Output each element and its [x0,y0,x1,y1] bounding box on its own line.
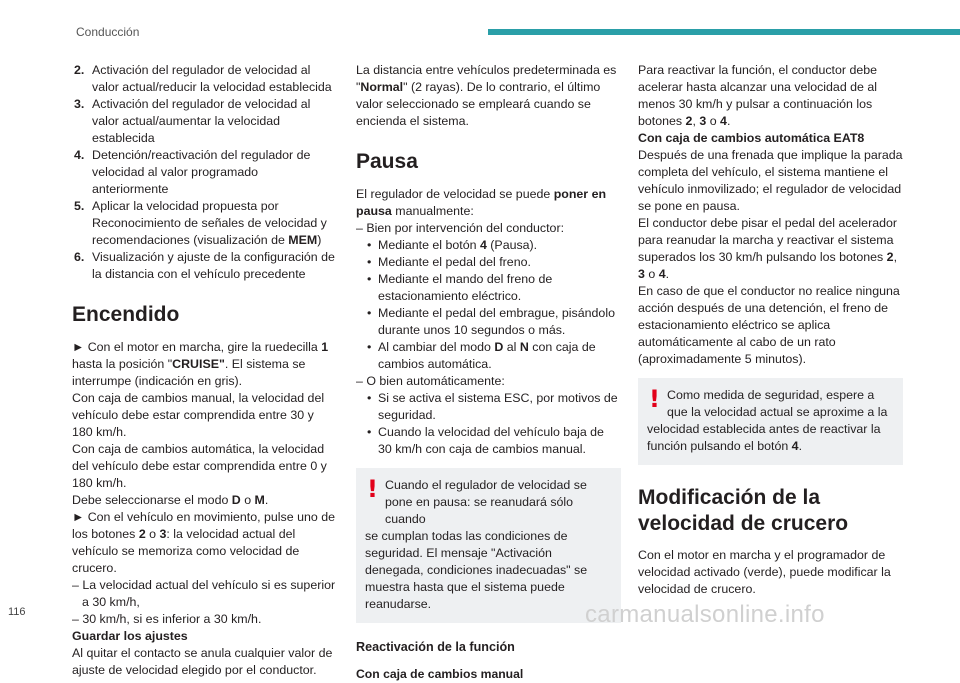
heading-modificacion: Modificación de la velocidad de crucero [638,486,849,535]
bullet-item: • Mediante el mando del freno de estacionamiento eléctrico. [356,271,621,305]
bullet-item: • Mediante el pedal del freno. [356,254,621,271]
paragraph: ► Con el vehículo en movimiento, pulse uno de los botones 2 o 3: la velocidad actual del vehículo se memoriza como velocidad de crucero. [72,510,335,575]
dash-item: – Bien por intervención del conductor: [356,221,565,235]
warning-icon: ! [367,475,378,503]
bullet-item: • Mediante el botón 4 (Pausa). [356,237,621,254]
bullet-item: • Al cambiar del modo D al N con caja de cambios automática. [356,339,621,373]
control-list [72,62,337,283]
bullet-item: • Cuando la velocidad del vehículo baja de 30 km/h con caja de cambios manual. [356,424,621,458]
section-header: Conducción [76,25,140,39]
warning-box: ! Cuando el regulador de velocidad se pone en pausa: se reanudará sólo cuando se cumplan todas las condiciones de seguridad. El mensaje "Activación denegada, condiciones inadecuadas" se muestra hasta que el sistema puede reanudarse. [356,468,621,623]
list-item: 3. Activación del regulador de velocidad al valor actual/aumentar la velocidad establecida [74,97,311,145]
list-item: 4. Detención/reactivación del regulador de velocidad al valor programado anteriormente [74,148,311,196]
heading-pausa: Pausa [356,150,418,173]
bullet-item: • Mediante el pedal del embrague, pisándolo durante unos 10 segundos o más. [356,305,621,339]
paragraph: Con caja de cambios automática, la velocidad del vehículo debe estar comprendida entre 0 y 180 km/h. [72,442,327,490]
heading-reactivacion: Reactivación de la función [356,640,515,654]
paragraph: Al quitar el contacto se anula cualquier valor de ajuste de velocidad elegido por el conductor. [72,646,333,677]
warning-icon: ! [649,385,660,413]
list-item: 5. Aplicar la velocidad propuesta por Reconocimiento de señales de velocidad y recomendaciones (visualización de MEM) [74,199,327,247]
paragraph: En caso de que el conductor no realice ninguna acción después de una detención, el freno de estacionamiento eléctrico se aplica automáticamente al cabo de un rato (aproximadamente 5 minutos). [638,284,900,366]
bullet-item: • Si se activa el sistema ESC, por motivos de seguridad. [356,390,621,424]
watermark: carmanualsonline.info [585,601,825,628]
paragraph: Con el motor en marcha y el programador de velocidad activado (verde), puede modificar la velocidad de crucero. [638,548,891,596]
paragraph: ► Con el motor en marcha, gire la ruedecilla 1 hasta la posición "CRUISE". El sistema se interrumpe (indicación en gris). [72,340,329,388]
list-item: 2. Activación del regulador de velocidad al valor actual/reducir la velocidad establecida [74,63,332,94]
paragraph: El regulador de velocidad se puede poner en pausa manualmente: [356,187,607,218]
dash-item: – La velocidad actual del vehículo si es superior a 30 km/h, [72,578,336,609]
subheading-save: Guardar los ajustes [72,629,188,643]
dash-item: – 30 km/h, si es inferior a 30 km/h. [72,612,262,626]
paragraph: Para reactivar la función, el conductor debe acelerar hasta alcanzar una velocidad de al menos 30 km/h y pulsar a continuación los botones 2, 3 o 4. [638,63,878,128]
column-2 [356,62,621,683]
page-number: 116 [8,606,26,618]
subheading-manual: Con caja de cambios manual [356,667,524,681]
warning-box: ! Como medida de seguridad, espere a que la velocidad actual se aproxime a la velocidad establecida antes de reactivar la función pulsando el botón 4. [638,378,903,465]
paragraph: Con caja de cambios manual, la velocidad del vehículo debe estar comprendida entre 30 y 180 km/h. [72,391,325,439]
list-item: 6. Visualización y ajuste de la configuración de la distancia con el vehículo precedente [74,250,335,281]
column-3 [638,62,903,598]
subheading-eat8: Con caja de cambios automática EAT8 [638,131,865,145]
paragraph: Después de una frenada que implique la parada completa del vehículo, el sistema mantiene el vehículo inmovilizado; el regulador de velocidad se pone en pausa. [638,148,903,213]
paragraph: La distancia entre vehículos predeterminada es "Normal" (2 rayas). De lo contrario, el último valor seleccionado se empleará cuando se encienda el sistema. [356,63,617,128]
dash-item: – O bien automáticamente: [356,374,505,388]
header-accent-bar [488,29,960,35]
column-1 [72,62,337,679]
heading-encendido: Encendido [72,303,180,326]
paragraph: Debe seleccionarse el modo D o M. [72,493,269,507]
paragraph: El conductor debe pisar el pedal del acelerador para reanudar la marcha y reactivar el sistema superados los 30 km/h pulsando los botones 2, 3 o 4. [638,216,898,281]
